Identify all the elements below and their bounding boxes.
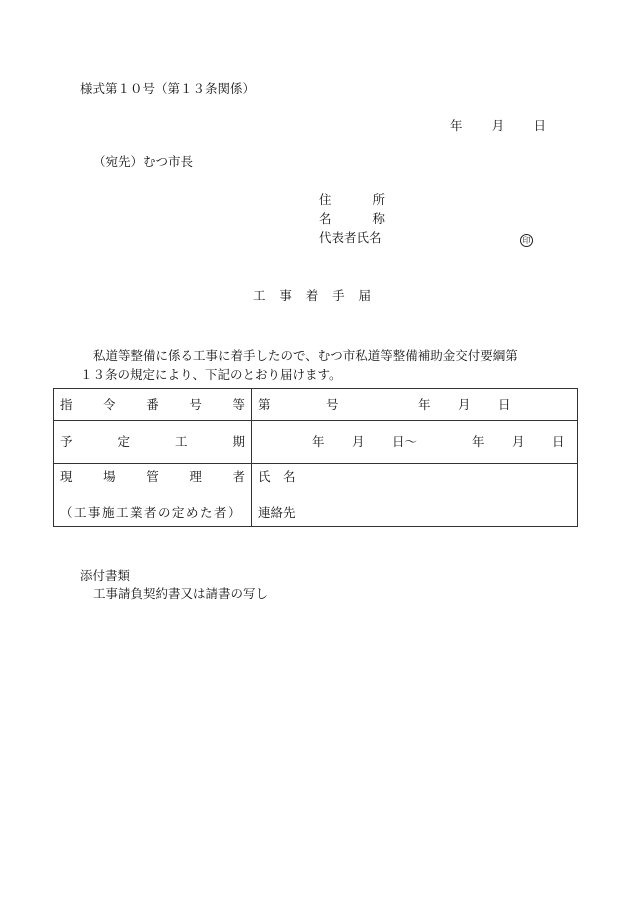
table-row-schedule — [54, 421, 578, 464]
manager-contact-label: 連絡先 — [258, 505, 296, 520]
attachments-heading: 添付書類 — [80, 568, 131, 583]
date-line — [450, 118, 546, 134]
representative-label: 代表者氏名 — [319, 230, 382, 245]
date-year: 年 — [450, 118, 463, 133]
address-label: 住 所 — [319, 192, 385, 207]
body-line-1: 私道等整備に係る工事に着手したので、むつ市私道等整備補助金交付要綱第 — [93, 348, 518, 363]
schedule-value: 年 月 日～ 年 月 日 — [252, 421, 578, 464]
addressee: （宛先）むつ市長 — [93, 154, 194, 169]
seal-icon: 印 — [520, 234, 533, 247]
site-manager-sublabel: （工事施工業者の定めた者） — [60, 505, 243, 520]
table-row-order-number — [54, 389, 578, 421]
schedule-label: 予 定 工 期 — [54, 421, 252, 464]
date-month: 月 — [491, 118, 505, 133]
body-line-2: １３条の規定により、下記のとおり届けます。 — [80, 367, 342, 382]
form-number: 様式第１０号（第１３条関係） — [80, 81, 256, 96]
table-row-site-manager — [54, 464, 578, 527]
order-number-value: 第 号 年 月 日 — [252, 389, 578, 421]
order-number-label: 指 令 番 号 等 — [54, 389, 252, 421]
document-title: 工 事 着 手 届 — [253, 288, 371, 303]
attachments-item: 工事請負契約書又は請書の写し — [93, 586, 269, 601]
name-label: 名 称 — [319, 211, 385, 226]
notice-table — [53, 388, 578, 527]
site-manager-value — [252, 464, 578, 527]
seal-mark — [520, 231, 533, 247]
date-day: 日 — [533, 118, 546, 133]
site-manager-label: 現 場 管 理 者 （工事施工業者の定めた者） — [54, 464, 252, 527]
manager-name-label: 氏 名 — [258, 469, 296, 484]
